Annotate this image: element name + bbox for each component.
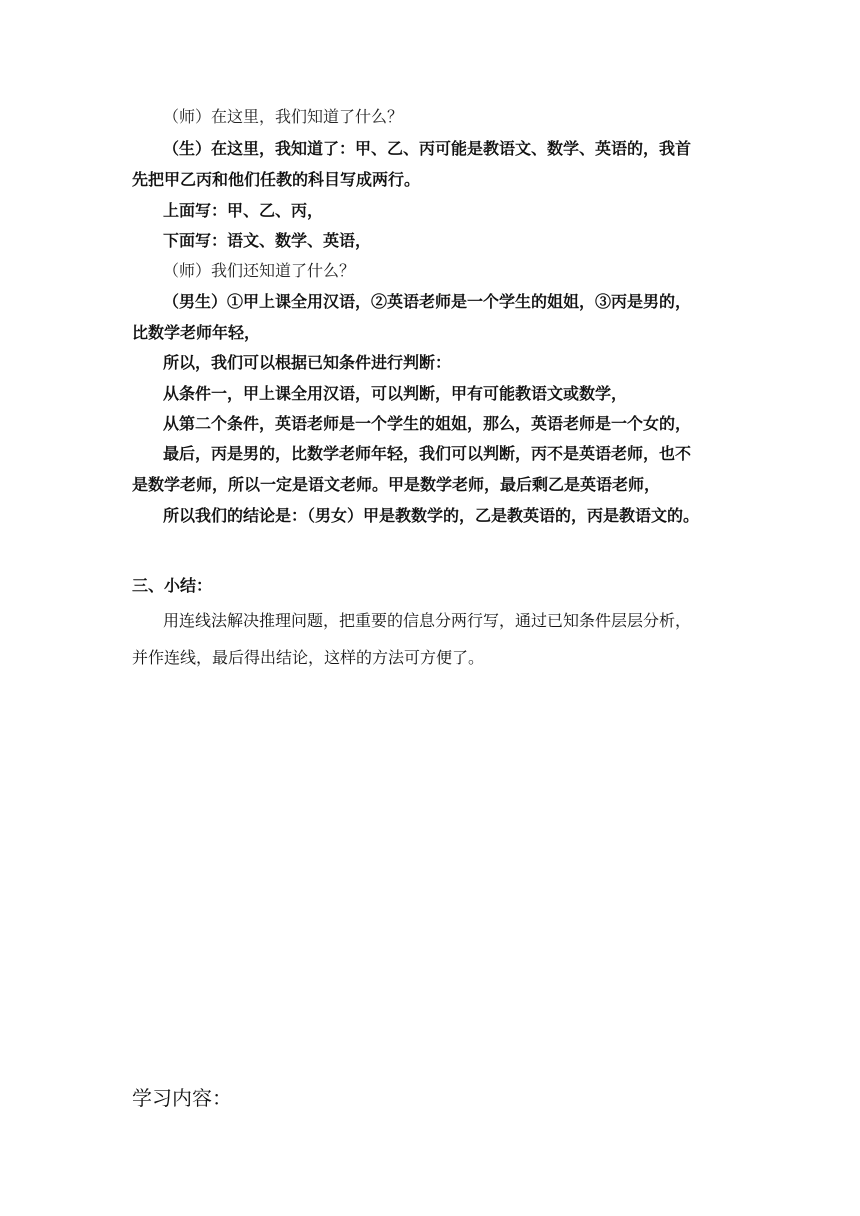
dialogue-line: 所以，我们可以根据已知条件进行判断：	[163, 353, 452, 372]
dialogue-line: （师）在这里，我们知道了什么？	[163, 107, 404, 126]
summary-line: 用连线法解决推理问题，把重要的信息分两行写，通过已知条件层层分析，	[163, 611, 692, 630]
dialogue-line: 先把甲乙丙和他们任教的科目写成两行。	[132, 170, 421, 189]
dialogue-line: （男生）①甲上课全用汉语，②英语老师是一个学生的姐姐，③丙是男的，	[163, 292, 692, 311]
section-heading: 三、小结：	[132, 576, 213, 595]
dialogue-line: 从条件一，甲上课全用汉语，可以判断，甲有可能教语文或数学，	[163, 384, 628, 403]
dialogue-line: 所以我们的结论是：（男女）甲是教数学的，乙是教英语的，丙是教语文的。	[163, 506, 700, 525]
study-content-label: 学习内容：	[132, 1086, 232, 1110]
dialogue-line: 从第二个条件，英语老师是一个学生的姐姐，那么，英语老师是一个女的，	[163, 414, 692, 433]
dialogue-line: 上面写：甲、乙、丙，	[163, 201, 324, 220]
dialogue-line: （生）在这里，我知道了：甲、乙、丙可能是教语文、数学、英语的，我首	[163, 139, 692, 158]
dialogue-line: 最后，丙是男的，比数学老师年轻，我们可以判断，丙不是英语老师，也不	[163, 444, 692, 463]
summary-line: 并作连线，最后得出结论，这样的方法可方便了。	[132, 648, 485, 667]
dialogue-line: 是数学老师，所以一定是语文老师。甲是数学老师，最后剩乙是英语老师，	[132, 475, 661, 494]
dialogue-line: （师）我们还知道了什么？	[163, 261, 356, 280]
dialogue-line: 比数学老师年轻，	[132, 323, 261, 342]
dialogue-line: 下面写：语文、数学、英语，	[163, 231, 372, 250]
